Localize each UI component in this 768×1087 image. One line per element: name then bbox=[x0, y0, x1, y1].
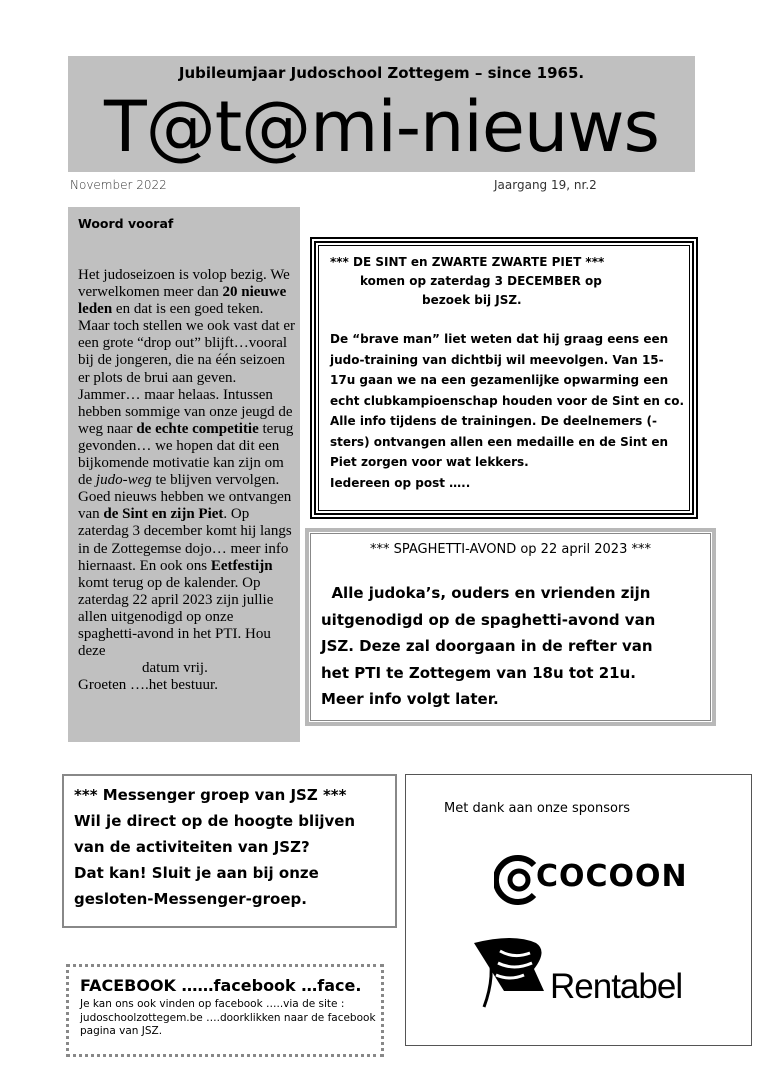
rentabel-logo bbox=[474, 935, 683, 1020]
body-line: het PTI te Zottegem van 18u tot 21u. bbox=[321, 663, 636, 682]
messenger-box bbox=[62, 774, 397, 928]
heading-line: komen op zaterdag 3 DECEMBER op bbox=[360, 274, 602, 288]
woord-vooraf-heading: Woord vooraf bbox=[78, 216, 174, 231]
rentabel-wordmark: Rentabel bbox=[550, 967, 683, 1006]
body-line: De “brave man” liet weten dat hij graag eens een bbox=[330, 332, 669, 346]
sint-body bbox=[330, 329, 692, 493]
woord-vooraf-box bbox=[68, 207, 300, 742]
text-run-bold: 20 nieuwe leden bbox=[78, 284, 287, 318]
body-line: Meer info volgt later. bbox=[321, 690, 499, 708]
issue-number: Jaargang 19, nr.2 bbox=[494, 178, 597, 192]
text-run-bold: Eetfestijn bbox=[210, 557, 273, 574]
text-run-bold: de echte competitie bbox=[136, 420, 259, 437]
body-line: 17u gaan we na een gezamenlijke opwarming een bbox=[330, 373, 669, 387]
spaghetti-body bbox=[321, 580, 706, 713]
body-line: Alle judoka’s, ouders en vrienden zijn bbox=[321, 584, 651, 602]
facebook-box bbox=[66, 964, 384, 1057]
text-run: Het judoseizoen is volop bezig. We verwelkomen meer dan bbox=[78, 267, 290, 301]
body-line: Dat kan! Sluit je aan bij onze bbox=[74, 864, 319, 882]
text-run: . Op zaterdag 3 december komt hij langs in de Zottegemse dojo… meer info hiernaast. En ook ons bbox=[78, 506, 292, 574]
messenger-text bbox=[74, 782, 355, 912]
messenger-heading: *** Messenger groep van JSZ *** bbox=[74, 786, 347, 804]
woord-vooraf-text bbox=[78, 267, 296, 694]
sponsors-box bbox=[405, 774, 752, 1046]
body-line: uitgenodigd op de spaghetti-avond van bbox=[321, 610, 656, 629]
issue-date: November 2022 bbox=[70, 178, 167, 192]
text-run-bold: de Sint en zijn Piet bbox=[103, 506, 224, 523]
body-line: Alle info tijdens de trainingen. De deelnemers (- bbox=[330, 414, 657, 428]
text-run: te blijven vervolgen. Goed nieuws hebben we ontvangen van bbox=[78, 472, 292, 523]
body-line: pagina van JSZ. bbox=[80, 1025, 163, 1037]
spaghetti-announcement-box bbox=[305, 528, 716, 726]
body-line: Wil je direct op de hoogte blijven bbox=[74, 812, 356, 830]
sint-heading bbox=[330, 253, 680, 310]
heading-line: bezoek bij JSZ. bbox=[422, 293, 522, 307]
text-run: terug gevonden… we hopen dat dit een bijkomende motivatie kan zijn om de bbox=[78, 420, 294, 489]
body-line: Iedereen op post ….. bbox=[330, 475, 471, 490]
body-line: Piet zorgen voor wat lekkers. bbox=[330, 455, 529, 469]
body-line: van de activiteiten van JSZ? bbox=[74, 838, 310, 856]
signature: Groeten ….het bestuur. bbox=[78, 677, 218, 694]
body-line: echt clubkampioenschap houden voor de Sint en co. bbox=[330, 393, 685, 408]
facebook-heading: FACEBOOK ……facebook …face. bbox=[80, 976, 362, 995]
body-line: judoschoolzottegem.be ….doorklikken naar de facebook bbox=[80, 1011, 376, 1024]
facebook-text bbox=[80, 998, 380, 1039]
sint-announcement-box bbox=[310, 237, 698, 519]
body-line: judo-training van dichtbij wil meevolgen. Van 15- bbox=[330, 352, 664, 367]
cocoon-logo bbox=[494, 855, 688, 910]
masthead-subtitle: Jubileumjaar Judoschool Zottegem – since 1965. bbox=[178, 64, 585, 82]
text-run: datum vrij. bbox=[142, 660, 208, 677]
body-line: gesloten-Messenger-groep. bbox=[74, 890, 307, 908]
body-line: sters) ontvangen allen een medaille en de Sint en bbox=[330, 434, 669, 449]
heading-line: *** DE SINT en ZWARTE ZWARTE PIET *** bbox=[330, 255, 605, 269]
spaghetti-heading: *** SPAGHETTI-AVOND op 22 april 2023 *** bbox=[370, 542, 651, 557]
masthead bbox=[68, 56, 695, 172]
sponsors-heading: Met dank aan onze sponsors bbox=[444, 801, 631, 816]
text-run-italic: judo-weg bbox=[95, 472, 152, 489]
rentabel-r-icon bbox=[474, 935, 554, 1015]
body-line: Je kan ons ook vinden op facebook …..via de site : bbox=[80, 998, 345, 1010]
text-run: en dat is een goed teken. Maar toch stellen we ook vast dat er een grote “drop out” blijft…vooral bij de jongeren, die na één seizoen er plots de brui aan geven. Jammer… maar helaas. Intussen hebben sommige van onze jeugd de weg naar bbox=[78, 301, 296, 437]
cocoon-wordmark: COCOON bbox=[536, 859, 688, 894]
newsletter-title: T@t@mi-nieuws bbox=[103, 86, 660, 168]
text-run: komt terug op de kalender. Op zaterdag 22 april 2023 zijn jullie allen uitgenodigd op onze spaghetti-avond in het PTI. Hou deze bbox=[78, 574, 274, 660]
body-line: JSZ. Deze zal doorgaan in de refter van bbox=[321, 637, 653, 655]
